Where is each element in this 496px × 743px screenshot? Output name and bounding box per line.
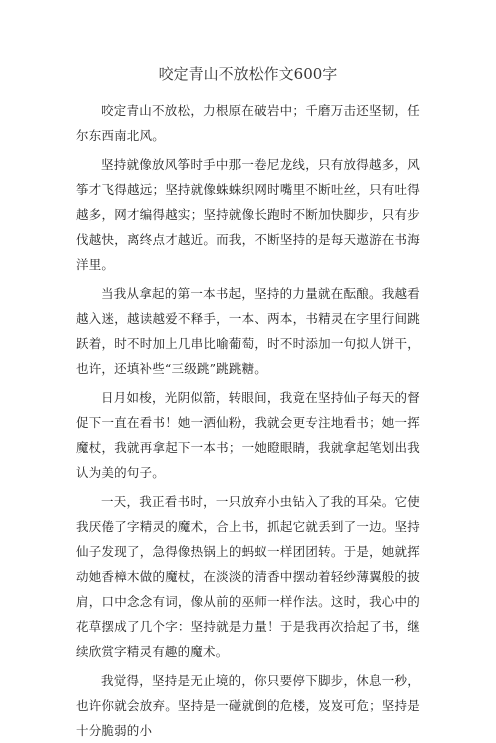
paragraph-5: 一天，我正看书时，一只放弃小虫钻入了我的耳朵。它使我厌倦了字精灵的魔术，合上书，抓起它就丢到了一边。坚持仙子发现了，急得像热锅上的蚂蚁一样团团转。于是，她就挥动她香樟木做的魔杖，在淡淡的清香中摆动着轻纱薄翼般的披肩，口中念念有词，像从前的巫师一样作法。这时，我心中的花草摆成了几个字：坚持就是力量！于是我再次拾起了书，继续欣赏字精灵有趣的魔术。 bbox=[76, 494, 420, 659]
paragraph-3: 当我从拿起的第一本书起，坚持的力量就在酝酿。我越看越入迷，越读越爱不释手，一本、两本，书精灵在字里行间跳跃着，时不时加上几串比喻葡萄，时不时添加一句拟人饼干，也许，还填补些“三级跳”跳跳糖。 bbox=[76, 286, 420, 376]
paragraph-6: 我觉得，坚持是无止境的，你只要停下脚步，休息一秒，也许你就会放弃。坚持是一碰就倒的危楼，岌岌可危；坚持是十分脆弱的小 bbox=[76, 673, 420, 738]
paragraph-2: 坚持就像放风筝时手中那一卷尼龙线，只有放得越多，风筝才飞得越远；坚持就像蛛蛛织网时嘴里不断吐丝，只有吐得越多，网才编得越实；坚持就像长跑时不断加快脚步，只有步伐越快，离终点才越近。而我，不断坚持的是每天遨游在书海洋里。 bbox=[76, 157, 420, 272]
paragraph-4: 日月如梭，光阴似箭，转眼间，我竟在坚持仙子每天的督促下一直在看书！她一洒仙粉，我就会更专注地看书；她一挥魔杖，我就再拿起下一本书；一她瞪眼睛，我就拿起笔划出我认为美的句子。 bbox=[76, 390, 420, 480]
document-title: 咬定青山不放松作文600字 bbox=[158, 65, 338, 83]
paragraph-1: 咬定青山不放松，力根原在破岩中；千磨万击还坚韧，任尔东西南北风。 bbox=[76, 103, 420, 143]
